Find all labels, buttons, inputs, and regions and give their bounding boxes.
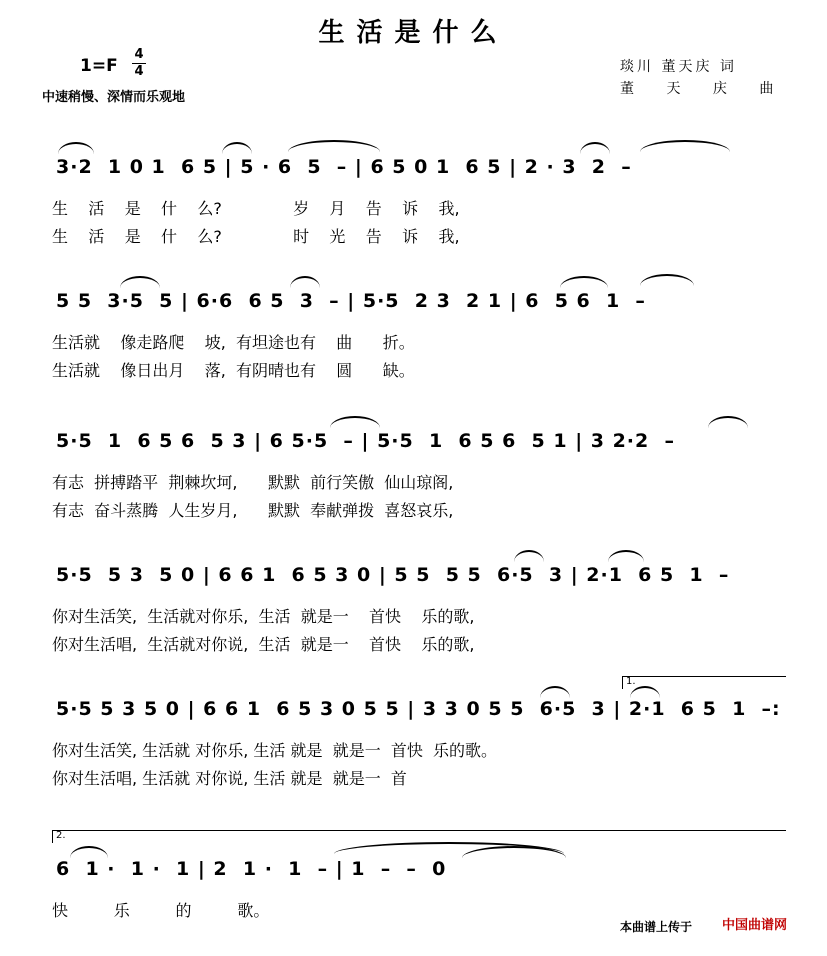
lyrics-verse-1: 快 乐 的 歌。 [52,901,270,920]
music-system-1 [0,138,827,268]
lyrics-verse-1: 有志 拼搏踏平 荆棘坎坷, 默默 前行笑傲 仙山琼阁, [52,473,454,492]
key-signature: 1=F [80,56,118,76]
notation-line: 6 1 · 1 · 1 | 2 1 · 1 – | 1 – – 0 [56,858,447,880]
notation-line: 5·5 1 6 5 6 5 3 | 6 5·5 – | 5·5 1 6 5 6 5 1 | 3 2·2 – [56,430,675,452]
lyrics-verse-2: 生 活 是 什 么? 时 光 告 诉 我, [52,227,460,246]
notation-line: 5·5 5 3 5 0 | 6 6 1 6 5 3 0 5 5 | 3 3 0 5 5 6·5 3 | 2·1 6 5 1 –: [56,698,781,720]
lyrics-verse-2: 生活就 像日出月 落, 有阴晴也有 圆 缺。 [52,361,415,380]
music-system-3 [0,412,827,542]
song-title: 生活是什么 [318,18,509,48]
time-signature-top: 4 [134,47,144,62]
music-system-5 [0,676,827,810]
music-system-6 [0,826,827,956]
composer-credit: 董 天 庆 曲 [620,81,788,97]
volta-second-ending: 2. [52,830,786,843]
music-system-4 [0,546,827,676]
lyricist-credit: 琰川 董天庆 词 [620,59,737,75]
site-logo[interactable]: 中国曲谱网 [722,918,788,933]
notation-line: 3·2 1 0 1 6 5 | 5 · 6 5 – | 6 5 0 1 6 5 | 2 · 3 2 – [56,156,632,178]
lyrics-verse-2: 有志 奋斗蒸腾 人生岁月, 默默 奉献弹拨 喜怒哀乐, [52,501,454,520]
lyrics-verse-1: 你对生活笑, 生活就 对你乐, 生活 就是 就是一 首快 乐的歌。 [52,741,498,760]
notation-line: 5·5 5 3 5 0 | 6 6 1 6 5 3 0 | 5 5 5 5 6·5 3 | 2·1 6 5 1 – [56,564,730,586]
upload-credit: 本曲谱上传于 [620,920,693,934]
lyrics-verse-1: 你对生活笑, 生活就对你乐, 生活 就是一 首快 乐的歌, [52,607,475,626]
volta-first-ending: 1. [622,676,786,689]
time-signature [132,48,146,79]
lyrics-verse-2: 你对生活唱, 生活就 对你说, 生活 就是 就是一 首 [52,769,407,788]
tempo-marking: 中速稍慢、深情而乐观地 [42,90,186,105]
lyrics-verse-1: 生 活 是 什 么? 岁 月 告 诉 我, [52,199,460,218]
music-system-2 [0,272,827,402]
lyrics-verse-2: 你对生活唱, 生活就对你说, 生活 就是一 首快 乐的歌, [52,635,475,654]
lyrics-verse-1: 生活就 像走路爬 坡, 有坦途也有 曲 折。 [52,333,415,352]
notation-line: 5 5 3·5 5 | 6·6 6 5 3 – | 5·5 2 3 2 1 | 6 5 6 1 – [56,290,646,312]
time-signature-bottom: 4 [134,64,144,79]
